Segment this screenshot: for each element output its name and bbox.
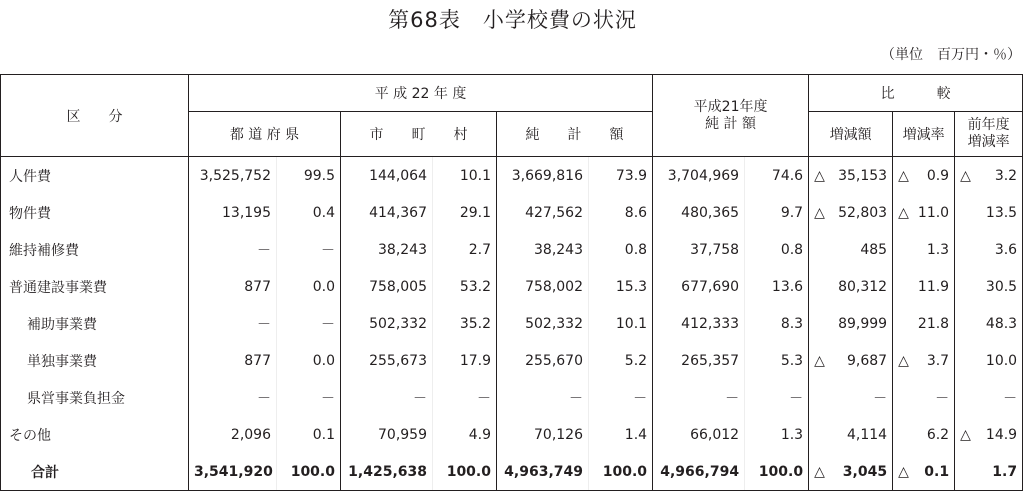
cell-fy21: 265,357 [653,342,745,379]
cell-fy21-pct: － [745,379,809,416]
header-compare: 比 較 [809,75,1023,112]
triangle-mark: △ [898,352,909,369]
cell-prefecture: － [189,379,277,416]
school-expense-table [0,74,1023,491]
cell-rate: 1.3 [893,231,955,268]
cell-prev-rate: 3.6 [955,231,1023,268]
cell-municipality-pct: 4.9 [433,416,497,453]
cell-prefecture: 877 [189,268,277,305]
cell-prefecture-pct: 0.4 [277,194,341,231]
header-net-total: 純 計 額 [497,112,653,157]
cell-fy21-pct: 9.7 [745,194,809,231]
triangle-mark: △ [814,204,825,221]
cell-municipality: 502,332 [341,305,433,342]
cell-municipality: 255,673 [341,342,433,379]
cell-rate: △ 0.1 [893,453,955,491]
cell-prev-rate: 48.3 [955,305,1023,342]
triangle-mark: △ [960,167,971,184]
cell-prefecture: － [189,305,277,342]
cell-prefecture: 2,096 [189,416,277,453]
cell-prev-rate: 30.5 [955,268,1023,305]
table-row [1,453,1023,491]
cell-net-pct: 15.3 [589,268,653,305]
cell-municipality-pct: 2.7 [433,231,497,268]
cell-municipality-pct: 100.0 [433,453,497,491]
triangle-mark: △ [898,167,909,184]
header-prefecture: 都 道 府 県 [189,112,341,157]
cell-fy21: 3,704,969 [653,157,745,195]
cell-net: 427,562 [497,194,589,231]
cell-prefecture-pct: － [277,231,341,268]
cell-net-pct: 100.0 [589,453,653,491]
cell-net-pct: 0.8 [589,231,653,268]
cell-net: 3,669,816 [497,157,589,195]
header-fy21: 平成21年度 純 計 額 [653,75,809,157]
cell-diff: － [809,379,893,416]
cell-fy21-pct: 1.3 [745,416,809,453]
table-row [1,379,1023,416]
cell-prev-rate: △ 3.2 [955,157,1023,195]
row-label: 普通建設事業費 [1,268,189,305]
cell-diff: 485 [809,231,893,268]
cell-prefecture: 877 [189,342,277,379]
cell-municipality: 38,243 [341,231,433,268]
cell-fy21-pct: 5.3 [745,342,809,379]
cell-net: 38,243 [497,231,589,268]
cell-diff: 80,312 [809,268,893,305]
cell-fy21: 677,690 [653,268,745,305]
cell-rate: 21.8 [893,305,955,342]
cell-fy21: 37,758 [653,231,745,268]
row-label: 合計 [1,453,189,491]
table-body [1,157,1023,491]
cell-prefecture-pct: 0.1 [277,416,341,453]
cell-net: 758,002 [497,268,589,305]
cell-net: 255,670 [497,342,589,379]
cell-fy21: － [653,379,745,416]
cell-net-pct: 8.6 [589,194,653,231]
cell-municipality: 758,005 [341,268,433,305]
table-row [1,194,1023,231]
cell-net-pct: 10.1 [589,305,653,342]
cell-municipality: 144,064 [341,157,433,195]
header-category: 区 分 [1,75,189,157]
page-title: 第68表 小学校費の状況 [388,8,637,32]
cell-prefecture-pct: － [277,379,341,416]
cell-diff: △ 3,045 [809,453,893,491]
cell-net-pct: 5.2 [589,342,653,379]
cell-fy21-pct: 13.6 [745,268,809,305]
cell-municipality: － [341,379,433,416]
header-fy22: 平 成 22 年 度 [189,75,653,112]
cell-prefecture-pct: 99.5 [277,157,341,195]
cell-rate: 6.2 [893,416,955,453]
cell-fy21: 4,966,794 [653,453,745,491]
cell-municipality: 1,425,638 [341,453,433,491]
cell-rate: △ 0.9 [893,157,955,195]
cell-prev-rate: 1.7 [955,453,1023,491]
triangle-mark: △ [814,167,825,184]
cell-diff: 89,999 [809,305,893,342]
cell-prefecture: 3,525,752 [189,157,277,195]
cell-municipality-pct: 29.1 [433,194,497,231]
cell-municipality-pct: 17.9 [433,342,497,379]
cell-diff: △ 9,687 [809,342,893,379]
header-diff: 増減額 [809,112,893,157]
cell-municipality-pct: － [433,379,497,416]
cell-diff: △ 52,803 [809,194,893,231]
header-row-1 [1,75,1023,112]
table-row [1,268,1023,305]
cell-rate: △ 3.7 [893,342,955,379]
row-label: 物件費 [1,194,189,231]
cell-diff: △ 35,153 [809,157,893,195]
header-prev-rate: 前年度 増減率 [955,112,1023,157]
cell-prefecture-pct: － [277,305,341,342]
cell-prefecture-pct: 0.0 [277,342,341,379]
table-row [1,416,1023,453]
cell-municipality: 70,959 [341,416,433,453]
cell-fy21-pct: 8.3 [745,305,809,342]
cell-net-pct: 1.4 [589,416,653,453]
row-label: 維持補修費 [1,231,189,268]
triangle-mark: △ [898,463,909,480]
cell-net: 70,126 [497,416,589,453]
cell-prev-rate: 10.0 [955,342,1023,379]
cell-net-pct: － [589,379,653,416]
row-label: その他 [1,416,189,453]
cell-prefecture: － [189,231,277,268]
header-municipality: 市 町 村 [341,112,497,157]
row-label: 人件費 [1,157,189,195]
row-label: 単独事業費 [1,342,189,379]
cell-prev-rate: 13.5 [955,194,1023,231]
unit-note: （単位 百万円・％） [881,47,1021,63]
triangle-mark: △ [814,352,825,369]
cell-net: － [497,379,589,416]
cell-diff: 4,114 [809,416,893,453]
triangle-mark: △ [814,463,825,480]
cell-prefecture-pct: 0.0 [277,268,341,305]
cell-prev-rate: △ 14.9 [955,416,1023,453]
cell-municipality-pct: 53.2 [433,268,497,305]
cell-prev-rate: － [955,379,1023,416]
cell-net-pct: 73.9 [589,157,653,195]
cell-prefecture-pct: 100.0 [277,453,341,491]
cell-fy21-pct: 0.8 [745,231,809,268]
header-rate: 増減率 [893,112,955,157]
cell-rate: 11.9 [893,268,955,305]
cell-fy21: 66,012 [653,416,745,453]
cell-rate: － [893,379,955,416]
cell-prefecture: 3,541,920 [189,453,277,491]
cell-municipality-pct: 10.1 [433,157,497,195]
cell-rate: △ 11.0 [893,194,955,231]
table-row [1,342,1023,379]
row-label: 県営事業負担金 [1,379,189,416]
cell-fy21: 480,365 [653,194,745,231]
cell-municipality: 414,367 [341,194,433,231]
cell-net: 502,332 [497,305,589,342]
row-label: 補助事業費 [1,305,189,342]
triangle-mark: △ [898,204,909,221]
cell-municipality-pct: 35.2 [433,305,497,342]
triangle-mark: △ [960,426,971,443]
cell-fy21: 412,333 [653,305,745,342]
cell-fy21-pct: 100.0 [745,453,809,491]
cell-net: 4,963,749 [497,453,589,491]
table-row [1,305,1023,342]
table-row [1,157,1023,195]
table-row [1,231,1023,268]
cell-prefecture: 13,195 [189,194,277,231]
cell-fy21-pct: 74.6 [745,157,809,195]
